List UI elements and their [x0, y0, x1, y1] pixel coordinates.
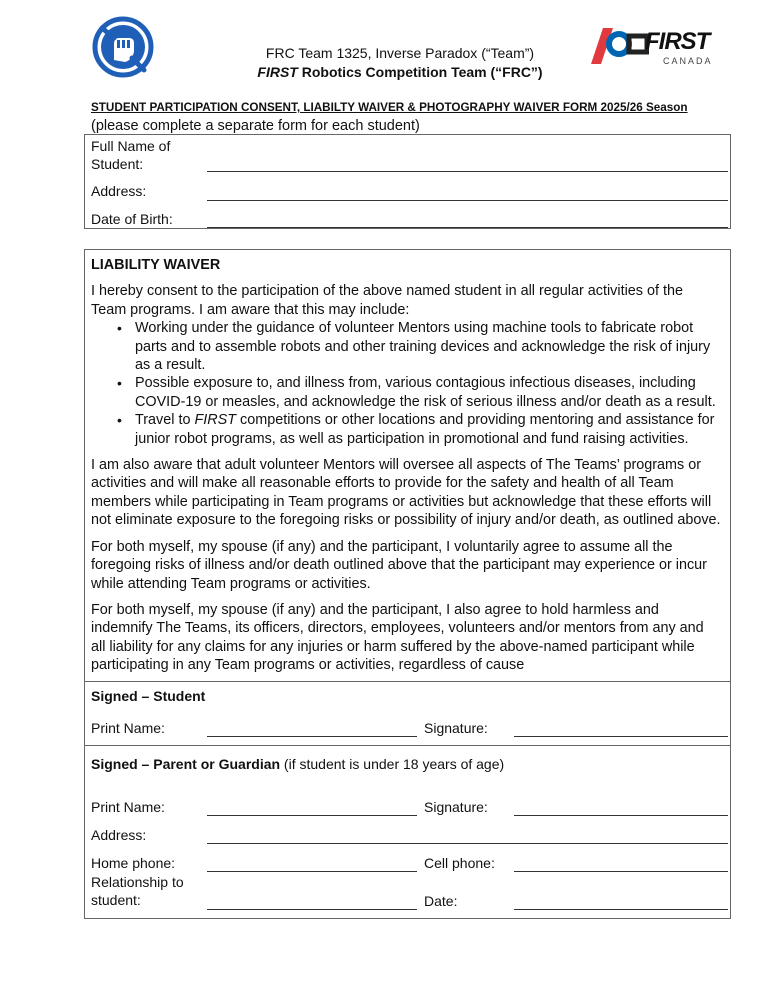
student-print-name-field[interactable]: [207, 736, 417, 737]
waiver-bullet-1: • Working under the guidance of volunteer Mentors using machine tools to fabricate robot parts and to assemble robots and other training devices and acknowledge the risk of injury as a result.: [91, 319, 721, 374]
student-signature-field[interactable]: [514, 736, 728, 737]
header-frc-rest: Robotics Competition Team (“FRC”): [297, 64, 543, 80]
header-frc-line: [230, 63, 570, 81]
signed-parent-heading-rest: (if student is under 18 years of age): [280, 756, 505, 772]
student-signature-label: Signature:: [424, 720, 488, 736]
signed-parent-heading: [91, 755, 504, 773]
cell-phone-field[interactable]: [514, 871, 728, 872]
signed-parent-heading-bold: Signed – Parent or Guardian: [91, 756, 281, 772]
parent-print-name-label: Print Name:: [91, 799, 165, 815]
date-field[interactable]: [514, 909, 728, 910]
header-frc-italic: FIRST: [257, 64, 298, 80]
form-subtitle: (please complete a separate form for each student): [91, 118, 420, 134]
waiver-bullet-3-post: competitions or other locations and providing mentoring and assistance for junior robot programs, as well as participation in promotional and fund raising activities.: [135, 412, 715, 447]
student-info-box: [84, 134, 731, 229]
address-label: Address:: [91, 183, 147, 199]
date-label: Date:: [424, 893, 458, 909]
full-name-label-line1: Full Name of: [91, 138, 171, 154]
waiver-bullet-3-italic: FIRST: [194, 412, 237, 429]
parent-address-label: Address:: [91, 827, 147, 843]
parent-signature-field[interactable]: [514, 815, 728, 816]
relationship-label-line2: student:: [91, 892, 141, 908]
signed-parent-divider: [84, 745, 731, 746]
waiver-bullet-3-pre: Travel to: [135, 412, 195, 429]
waiver-paragraph-4: For both myself, my spouse (if any) and the participant, I also agree to hold harmless and indemnify The Teams, its officers, directors, employees, volunteers and/or mentors from any and all liability for any claims for any injuries or harm suffered by the above-named participant while participating in any Team programs or activities, regardless of cause: [91, 601, 704, 674]
waiver-content: [91, 256, 721, 675]
signed-student-heading: Signed – Student: [91, 688, 206, 704]
header-team-line: FRC Team 1325, Inverse Paradox (“Team”): [265, 45, 535, 61]
canada-logo-text: CANADA: [663, 56, 713, 66]
waiver-bullets: [91, 319, 721, 448]
full-name-label-line2: Student:: [91, 156, 144, 172]
waiver-intro: I hereby consent to the participation of the above named student in all regular activities of the Team programs. I am aware that this may include:: [91, 283, 683, 318]
waiver-paragraph-2: I am also aware that adult volunteer Mentors will oversee all aspects of The Teams’ programs or activities and will make all reasonable efforts to provide for the safety and health of all Team members while participating in Team programs or activities but acknowledge that these efforts will not eliminate exposure to the foregoing risks or possibility of injury and/or death, as outlined above.: [91, 457, 721, 529]
first-logo-text: FIRST: [645, 28, 710, 55]
relationship-label-line1: Relationship to: [91, 874, 184, 890]
student-print-name-label: Print Name:: [91, 720, 165, 736]
form-title: STUDENT PARTICIPATION CONSENT, LIABILTY WAIVER & PHOTOGRAPHY WAIVER FORM 2025/26 Season: [91, 101, 688, 114]
relationship-label: [91, 873, 184, 909]
team-logo: [92, 16, 154, 78]
first-canada-logo: [589, 26, 734, 72]
waiver-heading: LIABILITY WAIVER: [91, 257, 221, 273]
full-name-label: [91, 137, 170, 173]
raised-fist-wrench-icon: [92, 16, 154, 78]
full-name-field[interactable]: [207, 171, 728, 172]
waiver-paragraph-3: For both myself, my spouse (if any) and the participant, I voluntarily agree to assume all the foregoing risks of illness and/or death outlined above that the participant may experience or incur while attending Team programs or activities.: [91, 538, 707, 592]
parent-print-name-field[interactable]: [207, 815, 417, 816]
parent-address-field[interactable]: [207, 843, 728, 844]
waiver-bullet-2: • Possible exposure to, and illness from, various contagious infectious diseases, including COVID-19 or measles, and acknowledge the risk of serious illness and/or death as a result.: [91, 374, 721, 411]
address-field[interactable]: [207, 200, 728, 201]
cell-phone-label: Cell phone:: [424, 855, 495, 871]
dob-label: Date of Birth:: [91, 211, 173, 227]
parent-signature-label: Signature:: [424, 799, 488, 815]
relationship-field[interactable]: [207, 909, 417, 910]
first-logo-mark-icon: [589, 26, 649, 66]
home-phone-field[interactable]: [207, 871, 417, 872]
waiver-bullet-3: [91, 411, 721, 448]
dob-field[interactable]: [207, 227, 728, 228]
signed-student-divider: [84, 681, 731, 682]
home-phone-label: Home phone:: [91, 855, 176, 871]
